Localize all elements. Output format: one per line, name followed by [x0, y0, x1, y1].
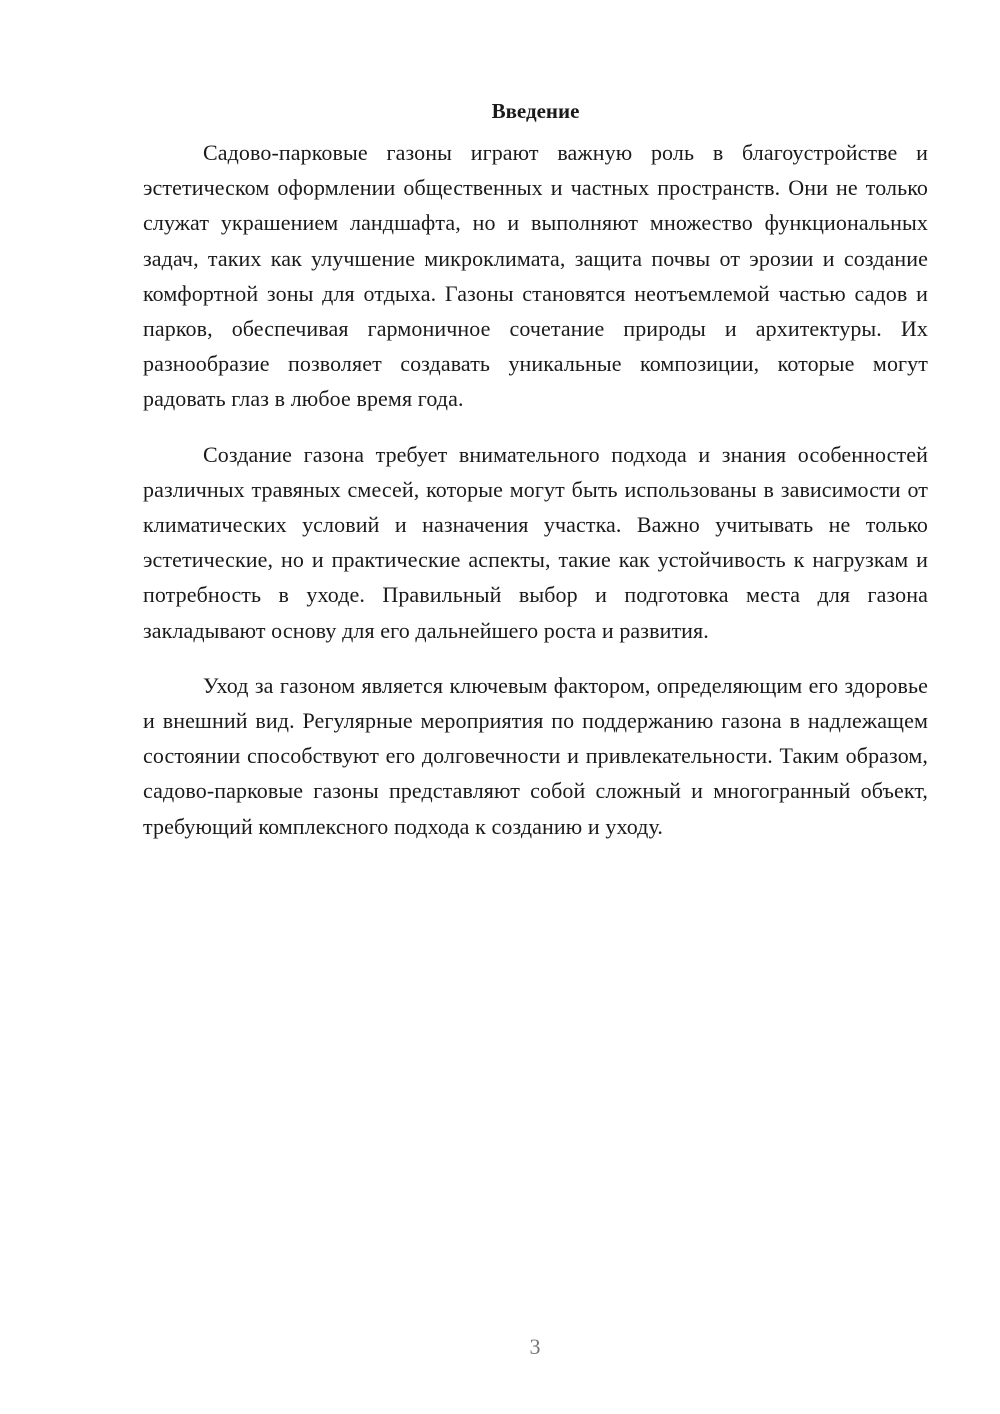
paragraph-3: Уход за газоном является ключевым фактором, определяющим его здоровье и внешний вид. Регулярные мероприятия по поддержанию газона в надлежащем состоянии способствуют его долговечности и привлекательности. Таким образом, садово-парковые газоны представляют собой сложный и многогранный объект, требующий комплексного подхода к созданию и уходу.	[143, 672, 928, 839]
paragraph-1: Садово-парковые газоны играют важную роль в благоустройстве и эстетическом оформлении общественных и частных пространств. Они не только служат украшением ландшафта, но и выполняют множество функциональных задач, таких как улучшение микроклимата, защита почвы от эрозии и создание комфортной зоны для отдыха. Газоны становятся неотъемлемой частью садов и парков, обеспечивая гармоничное сочетание природы и архитектуры. Их разнообразие позволяет создавать уникальные композиции, которые могут радовать глаз в любое время года.	[143, 140, 928, 412]
section-heading: Введение	[491, 99, 580, 123]
page-content	[143, 96, 928, 864]
paragraph-2: Создание газона требует внимательного подхода и знания особенностей различных травяных смесей, которые могут быть использованы в зависимости от климатических условий и назначения участка. Важно учитывать не только эстетические, но и практические аспекты, такие как устойчивость к нагрузкам и потребность в уходе. Правильный выбор и подготовка места для газона закладывают основу для его дальнейшего роста и развития.	[143, 441, 928, 643]
page-number: 3	[529, 1334, 541, 1359]
